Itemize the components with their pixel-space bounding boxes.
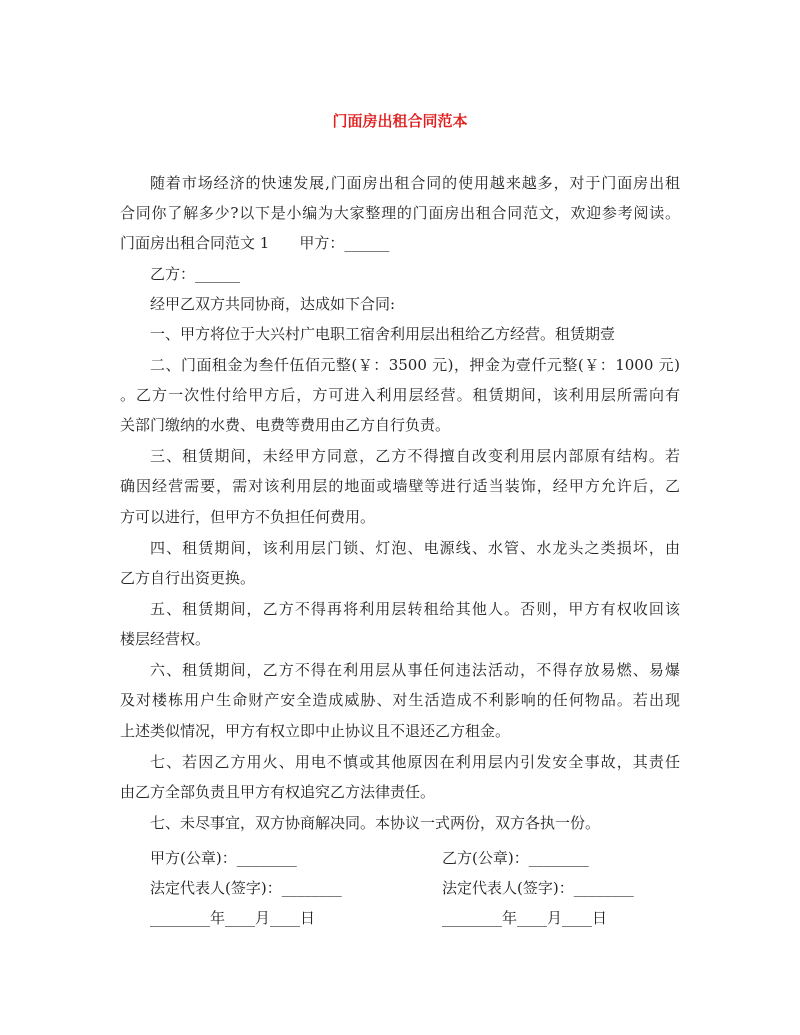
body-line: 由乙方全部负责且甲方有权追究乙方法律责任。 [120,783,436,801]
party-a-date: ________年____月____日 [150,909,316,927]
party-b-date: ________年____月____日 [442,909,608,927]
body-line: 合同你了解多少?以下是小编为大家整理的门面房出租合同范文，欢迎参考阅读。 [120,204,680,222]
body-line: 四、租赁期间，该利用层门锁、灯泡、电源线、水管、水龙头之类损坏，由 [150,539,680,557]
body-line: 关部门缴纳的水费、电费等费用由乙方自行负责。 [120,416,451,434]
party-b-seal: 乙方(公章)：________ [442,849,589,867]
body-line: 方可以进行，但甲方不负担任何费用。 [120,508,376,526]
body-line: 七、未尽事宜，双方协商解决同。本协议一式两份，双方各执一份。 [150,814,601,832]
body-line: 乙方：______ [150,265,241,283]
body-line: 六、租赁期间，乙方不得在利用层从事任何违法活动，不得存放易燃、易爆 [150,661,680,679]
body-line: 二、门面租金为叁仟伍佰元整(￥：3500 元)，押金为壹仟元整(￥：1000 元) [150,356,680,374]
body-line: 经甲乙双方共同协商，达成如下合同: [150,295,396,313]
body-line: 三、租赁期间，未经甲方同意，乙方不得擅自改变利用层内部原有结构。若 [150,447,680,465]
body-line: 上述类似情况，甲方有权立即中止协议且不退还乙方租金。 [120,722,511,740]
body-line: 门面房出租合同范文 1 甲方：______ [120,234,390,252]
party-b-representative: 法定代表人(签字)：________ [442,879,634,897]
body-line: 乙方自行出资更换。 [120,569,256,587]
body-line: 及对楼栋用户生命财产安全造成威胁、对生活造成不利影响的任何物品。若出现 [120,691,680,709]
body-line: 。乙方一次性付给甲方后，方可进入利用层经营。租赁期间，该利用层所需向有 [120,386,680,404]
body-line: 一、甲方将位于大兴村广电职工宿舍利用层出租给乙方经营。租赁期壹 [150,325,616,343]
party-a-representative: 法定代表人(签字)：________ [150,879,342,897]
party-a-seal: 甲方(公章)：________ [150,849,297,867]
body-line: 随着市场经济的快速发展,门面房出租合同的使用越来越多，对于门面房出租 [150,174,680,192]
body-line: 五、租赁期间，乙方不得再将利用层转租给其他人。否则，甲方有权收回该 [150,600,680,618]
body-line: 楼层经营权。 [120,630,211,648]
body-line: 确因经营需要，需对该利用层的地面或墙壁等进行适当装饰，经甲方允许后，乙 [120,477,680,495]
body-line: 七、若因乙方用火、用电不慎或其他原因在利用层内引发安全事故，其责任 [150,753,680,771]
document-title: 门面房出租合同范本 [332,112,468,130]
